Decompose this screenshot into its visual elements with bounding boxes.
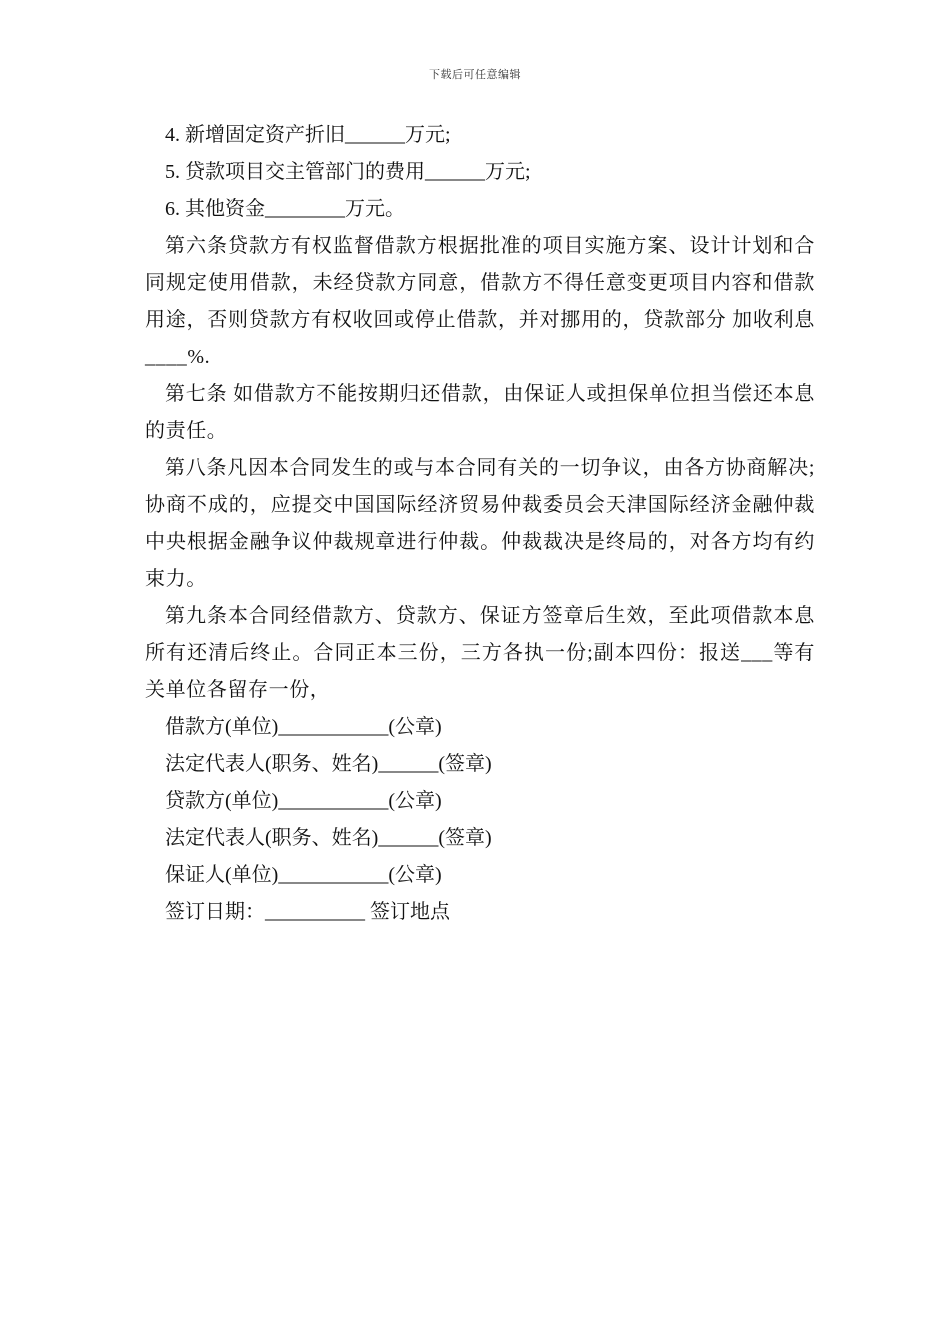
article-9: 第九条本合同经借款方、贷款方、保证方签章后生效，至此项借款本息所有还清后终止。合同正本三份，三方各执一份;副本四份：报送___等有关单位各留存一份， xyxy=(145,605,815,701)
list-item-4: 4. 新增固定资产折旧______万元; xyxy=(165,124,451,146)
document-body xyxy=(145,117,815,931)
signature-lender: 贷款方(单位)___________(公章) xyxy=(165,790,442,812)
signature-lender-representative: 法定代表人(职务、姓名)______(签章) xyxy=(165,827,492,849)
page-header: 下载后可任意编辑 xyxy=(429,69,521,81)
article-8: 第八条凡因本合同发生的或与本合同有关的一切争议，由各方协商解决;协商不成的，应提交中国国际经济贸易仲裁委员会天津国际经济金融仲裁中央根据金融争议仲裁规章进行仲裁。仲裁裁决是终局的，对各方均有约束力。 xyxy=(145,457,815,590)
signing-date-place: 签订日期：__________ 签订地点 xyxy=(165,901,450,923)
list-item-5: 5. 贷款项目交主管部门的费用______万元; xyxy=(165,161,531,183)
list-item-6: 6. 其他资金________万元。 xyxy=(165,198,405,220)
signature-borrower-representative: 法定代表人(职务、姓名)______(签章) xyxy=(165,753,492,775)
signature-guarantor: 保证人(单位)___________(公章) xyxy=(165,864,442,886)
article-6: 第六条贷款方有权监督借款方根据批准的项目实施方案、设计计划和合同规定使用借款，未经贷款方同意，借款方不得任意变更项目内容和借款用途，否则贷款方有权收回或停止借款，并对挪用的，贷款部分 加收利息____%. xyxy=(145,235,815,368)
signature-borrower: 借款方(单位)___________(公章) xyxy=(165,716,442,738)
article-7: 第七条 如借款方不能按期归还借款，由保证人或担保单位担当偿还本息的责任。 xyxy=(145,383,815,442)
